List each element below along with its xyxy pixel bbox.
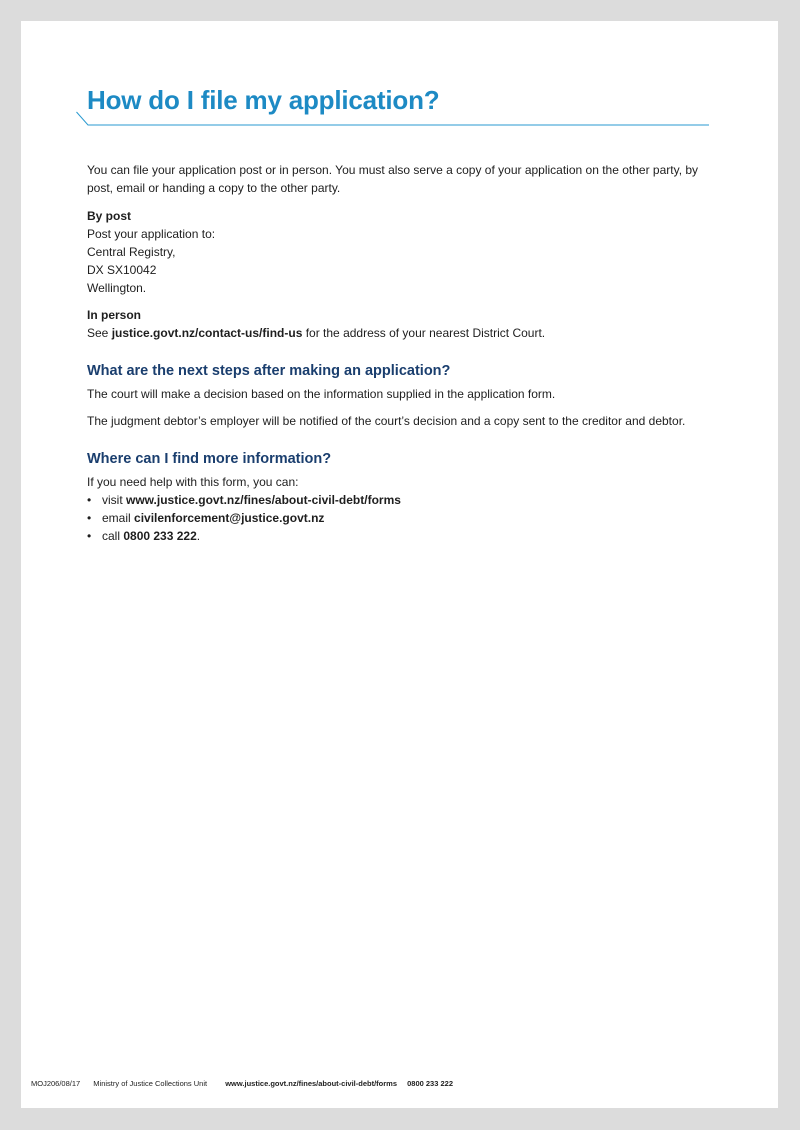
footer-phone: 0800 233 222 (407, 1079, 453, 1088)
address-line: Central Registry, (87, 245, 176, 259)
title-underline (76, 111, 709, 131)
by-post-section (87, 207, 712, 297)
intro-paragraph: You can file your application post or in person. You must also serve a copy of your application on the other party, by post, email or handing a copy to the other party. (87, 163, 699, 195)
in-person-text (87, 324, 712, 342)
content (87, 161, 712, 545)
address-line: Wellington. (87, 281, 147, 295)
item-prefix: call (102, 529, 124, 543)
more-info-heading: Where can I find more information? (87, 451, 332, 467)
document-page (21, 21, 778, 1108)
list-item (87, 527, 712, 545)
next-steps-paragraph: The court will make a decision based on the information supplied in the application form. (87, 387, 556, 401)
list-item (87, 491, 712, 509)
item-suffix: . (196, 529, 201, 543)
bullet: • (87, 493, 92, 507)
list-item (87, 509, 712, 527)
item-prefix: email (102, 511, 135, 525)
footer-url[interactable]: www.justice.govt.nz/fines/about-civil-debt/forms (225, 1079, 398, 1088)
more-info-intro: If you need help with this form, you can: (87, 475, 299, 489)
page-footer (31, 1079, 461, 1088)
find-us-link[interactable]: justice.govt.nz/contact-us/find-us (111, 326, 303, 340)
address-line: DX SX10042 (87, 263, 157, 277)
next-steps-heading: What are the next steps after making an application? (87, 363, 451, 379)
address-line: Post your application to: (87, 227, 216, 241)
bullet: • (87, 511, 92, 525)
email-link[interactable]: civilenforcement@justice.govt.nz (134, 511, 325, 525)
more-info-list (87, 491, 712, 545)
footer-code: MOJ206/08/17 (31, 1079, 81, 1088)
next-steps-paragraph: The judgment debtor’s employer will be notified of the court’s decision and a copy sent to the creditor and debtor. (87, 414, 686, 428)
by-post-label: By post (87, 209, 132, 223)
in-person-suffix: for the address of your nearest District Court. (302, 326, 546, 340)
bullet: • (87, 529, 92, 543)
in-person-prefix: See (87, 326, 112, 340)
forms-link[interactable]: www.justice.govt.nz/fines/about-civil-debt/forms (126, 493, 401, 507)
item-prefix: visit (102, 493, 126, 507)
footer-org: Ministry of Justice Collections Unit (93, 1079, 208, 1088)
page-title: How do I file my application? (87, 85, 440, 115)
phone-number: 0800 233 222 (123, 529, 197, 543)
in-person-label: In person (87, 308, 142, 322)
in-person-section (87, 306, 712, 342)
